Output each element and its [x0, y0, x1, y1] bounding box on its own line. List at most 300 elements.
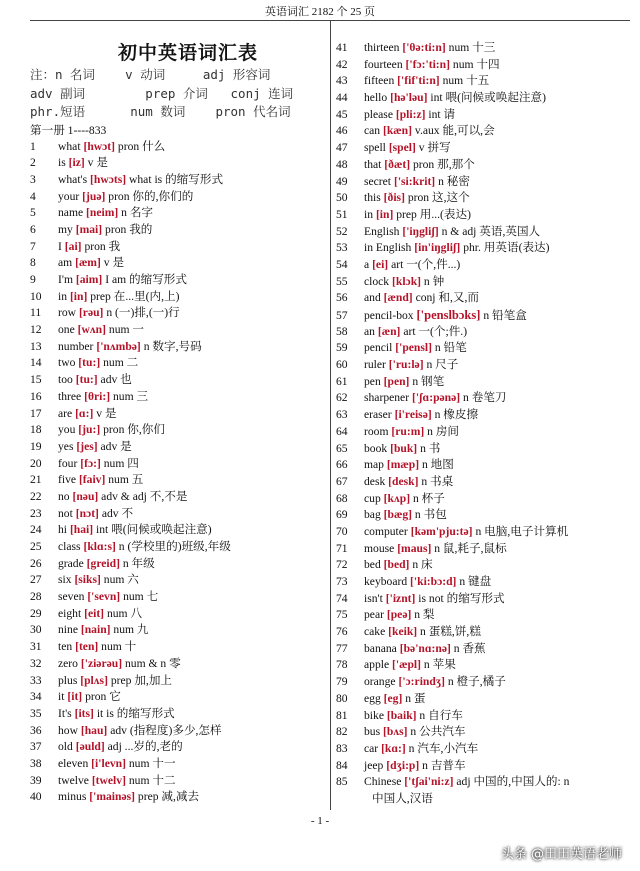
entry-word: this — [364, 191, 381, 205]
vocab-entry — [336, 57, 636, 74]
vocab-entry — [336, 741, 636, 758]
entry-definition: n 键盘 — [459, 575, 492, 588]
entry-word: in English — [364, 241, 412, 255]
entry-number: 51 — [336, 207, 348, 221]
entry-word: are — [58, 406, 73, 420]
entry-word: seven — [58, 590, 85, 604]
vocab-entry — [30, 372, 326, 389]
entry-word: pencil — [364, 341, 393, 355]
entry-definition: n 名字 — [121, 206, 154, 220]
entry-phonetic: [desk] — [388, 474, 419, 488]
entry-number: 7 — [30, 239, 36, 253]
vocab-entry — [30, 472, 326, 489]
entry-definition: v 拼写 — [418, 141, 451, 155]
entry-word: eight — [58, 606, 82, 620]
entry-definition: pron 你,你们 — [103, 423, 165, 437]
entry-phonetic: [əuld] — [75, 740, 105, 754]
entry-number: 47 — [336, 141, 348, 155]
entry-number: 80 — [336, 691, 348, 705]
entry-definition: n 钢笔 — [412, 374, 445, 388]
entry-phonetic: [eg] — [383, 691, 403, 705]
entry-definition: n 房间 — [427, 424, 460, 438]
vocab-entry — [30, 539, 326, 556]
entry-definition: prep 在...里(内,上) — [90, 289, 180, 303]
entry-definition: num 七 — [123, 590, 159, 604]
entry-phonetic: [jes] — [76, 439, 98, 453]
entry-word: four — [58, 456, 78, 470]
entry-definition: phr. 用英语(表达) — [463, 241, 550, 255]
entry-phonetic: [ænd] — [383, 291, 413, 305]
entry-definition: num 八 — [106, 606, 143, 620]
entry-definition: n 书 — [420, 441, 441, 455]
vocab-entry — [30, 506, 326, 523]
entry-word: my — [58, 222, 73, 236]
entry-number: 46 — [336, 124, 348, 138]
entry-word: five — [58, 473, 77, 487]
entry-word: am — [58, 256, 73, 270]
entry-word: is — [58, 156, 66, 170]
entry-word: fifteen — [364, 74, 395, 88]
entry-word: two — [58, 356, 76, 370]
entry-number: 84 — [336, 758, 348, 772]
entry-number: 42 — [336, 57, 348, 71]
entry-word: I — [58, 239, 62, 253]
entry-word: bike — [364, 708, 384, 722]
entry-definition: num 十五 — [442, 74, 490, 88]
entry-definition: int 喂(问候或唤起注意) — [96, 523, 212, 537]
entry-word: that — [364, 157, 382, 171]
vocab-entry — [336, 207, 636, 224]
vocab-entry — [30, 522, 326, 539]
entry-definition: n 自行车 — [419, 708, 463, 722]
vocab-entry — [336, 474, 636, 491]
entry-definition: n 电脑,电子计算机 — [475, 524, 569, 538]
entry-number: 61 — [336, 374, 348, 388]
vocab-entry — [30, 139, 326, 156]
entry-number: 57 — [336, 309, 348, 322]
entry-phonetic: [klɑ:s] — [83, 540, 116, 553]
entry-number: 78 — [336, 658, 348, 672]
entry-word: it — [58, 690, 65, 704]
vocab-entry — [336, 541, 636, 558]
entry-phonetic: [eit] — [84, 606, 105, 620]
entry-definition: n 公共汽车 — [410, 725, 466, 739]
entry-definition: pron 那,那个 — [412, 157, 475, 171]
entry-definition: n 秘密 — [438, 174, 470, 188]
entry-definition: n 书桌 — [421, 474, 454, 488]
entry-number: 29 — [30, 606, 42, 620]
entry-phonetic: ['sevn] — [87, 590, 121, 604]
entry-number: 14 — [30, 356, 42, 370]
entry-number: 33 — [30, 673, 42, 687]
entry-phonetic: ['penslbɔks] — [416, 308, 481, 322]
vocab-entry — [30, 406, 326, 423]
entry-phonetic: ['æpl] — [392, 658, 421, 672]
entry-definition: n 蛋糕,饼,糕 — [420, 625, 481, 639]
entry-word: room — [364, 424, 389, 438]
entry-phonetic: ['mainəs] — [89, 790, 135, 804]
entry-number: 5 — [30, 206, 36, 220]
entry-definition: n 数字,号码 — [143, 339, 202, 353]
entry-number: 70 — [336, 524, 348, 538]
entry-definition: num 五 — [108, 473, 144, 487]
entry-number: 83 — [336, 741, 348, 755]
entry-phonetic: [twelv] — [91, 773, 126, 787]
entry-definition: n & adj 英语,英国人 — [441, 224, 541, 238]
entry-word: old — [58, 740, 73, 754]
entry-word: plus — [58, 673, 78, 687]
entry-word: cup — [364, 491, 381, 505]
entry-number: 58 — [336, 324, 348, 338]
entry-word: can — [364, 124, 381, 138]
entry-word: what's — [58, 172, 88, 186]
vocab-entry — [30, 205, 326, 222]
vocab-entry — [30, 589, 326, 606]
entry-number: 76 — [336, 625, 348, 639]
entry-number: 16 — [30, 389, 42, 403]
entry-definition: n 橙子,橘子 — [447, 675, 506, 689]
vocab-entry — [336, 324, 636, 341]
entry-word: name — [58, 206, 84, 220]
legend-line: phr.短语 num 数词 pron 代名词 — [30, 104, 291, 119]
entry-number: 73 — [336, 575, 348, 588]
entry-word: cake — [364, 625, 386, 639]
entry-word: isn't — [364, 591, 383, 605]
entry-definition: pron 什么 — [117, 139, 166, 153]
entry-word: a — [364, 257, 370, 271]
entry-definition: conj 和,又,而 — [415, 291, 480, 305]
legend-line: adv 副词 prep 介词 conj 连词 — [30, 85, 294, 101]
book-range: 第一册 1----833 — [30, 123, 107, 137]
vocab-entry — [30, 289, 326, 306]
entry-phonetic: ['iŋgliʃ] — [402, 224, 439, 238]
entry-phonetic: [klɔk] — [392, 274, 421, 288]
entry-number: 48 — [336, 157, 348, 171]
entry-phonetic: [ɑ:] — [75, 406, 94, 420]
entry-definition: adv 不 — [101, 506, 134, 520]
vocab-entry — [30, 689, 326, 706]
page-number: - 1 - — [310, 815, 330, 827]
entry-definition: int 请 — [428, 107, 456, 121]
vocab-entry — [336, 724, 636, 741]
entry-word: nine — [58, 623, 78, 637]
entry-definition: prep 加,加上 — [110, 673, 173, 687]
vocab-entry — [336, 457, 636, 474]
vocab-entry — [336, 407, 636, 424]
entry-phonetic: ['pensl] — [395, 341, 432, 355]
entry-number: 75 — [336, 608, 348, 622]
entry-word: please — [364, 107, 393, 121]
entry-number: 60 — [336, 358, 348, 372]
entry-phonetic: ['si:krit] — [393, 174, 436, 188]
entry-definition: n 吉普车 — [422, 758, 466, 772]
entry-phonetic: [buk] — [390, 441, 418, 455]
entry-definition: prep 减,减去 — [137, 790, 200, 804]
entry-number: 8 — [30, 256, 36, 270]
entry-number: 6 — [30, 222, 36, 236]
entry-number: 11 — [30, 306, 42, 320]
vocab-entry — [336, 657, 636, 674]
entry-word: It's — [58, 706, 72, 720]
vocab-entry — [30, 723, 326, 740]
entry-word: your — [58, 189, 80, 203]
vocab-entry — [30, 789, 326, 806]
entry-phonetic: [its] — [74, 706, 94, 720]
entry-definition: it is 的缩写形式 — [96, 706, 175, 720]
entry-definition: adv & adj 不,不是 — [101, 489, 188, 503]
entry-phonetic: [mæp] — [386, 458, 420, 472]
entry-number: 1 — [30, 139, 36, 153]
entry-number: 39 — [30, 773, 42, 787]
vocab-entry — [30, 389, 326, 406]
entry-number: 65 — [336, 441, 348, 455]
entry-word: clock — [364, 274, 390, 288]
entry-phonetic: [fɔ:] — [80, 456, 101, 470]
entry-word: English — [364, 224, 400, 238]
entry-phonetic: [rəu] — [78, 306, 104, 320]
entry-definition: v 是 — [87, 156, 108, 170]
entry-definition: n 苹果 — [423, 658, 456, 672]
entry-phonetic: [baik] — [386, 708, 417, 722]
vocab-entry — [30, 606, 326, 623]
vocab-entry — [30, 656, 326, 673]
entry-phonetic: [ru:m] — [391, 424, 425, 438]
entry-number: 4 — [30, 189, 36, 203]
entry-definition: n 卷笔刀 — [463, 391, 507, 405]
entry-number: 59 — [336, 341, 348, 355]
entry-number: 82 — [336, 725, 348, 739]
vocab-entry — [336, 340, 636, 357]
left-column — [30, 40, 326, 806]
entry-number: 69 — [336, 508, 348, 522]
vocab-entry — [336, 574, 636, 591]
right-column — [336, 40, 636, 807]
page-title: 初中英语词汇表 — [117, 42, 258, 64]
entry-number: 62 — [336, 391, 348, 405]
entry-number: 32 — [30, 656, 42, 670]
entry-number: 81 — [336, 708, 348, 722]
entry-definition: num 十二 — [128, 773, 176, 787]
entry-number: 12 — [30, 323, 42, 337]
entry-definition: pron 你的,你们的 — [108, 189, 194, 203]
vocab-entry — [30, 639, 326, 656]
vocab-entry — [336, 107, 636, 124]
entry-number: 21 — [30, 473, 42, 487]
entry-number: 18 — [30, 423, 42, 437]
entry-definition: n 年级 — [122, 556, 155, 570]
entry-word: pear — [364, 608, 384, 622]
vocab-entry — [30, 739, 326, 756]
vocab-entry — [30, 222, 326, 239]
entry-word: desk — [364, 474, 386, 488]
entry-word: three — [58, 389, 82, 403]
entry-phonetic: [pli:z] — [395, 107, 426, 121]
entry-word: eraser — [364, 408, 392, 422]
entry-phonetic: ['ɔ:rindʒ] — [398, 675, 445, 689]
entry-phonetic: [ju:] — [78, 423, 101, 437]
vocab-entry — [336, 290, 636, 307]
entry-number: 30 — [30, 623, 42, 637]
entry-word: book — [364, 441, 388, 455]
vocab-entry — [336, 507, 636, 524]
vocab-entry — [336, 758, 636, 775]
vocab-entry — [336, 674, 636, 691]
vocab-entry — [336, 774, 636, 791]
entry-definition: n (一)排,(一)行 — [106, 306, 180, 320]
entry-phonetic: [bə'nɑ:nə] — [399, 641, 451, 655]
entry-phonetic: [juə] — [82, 189, 106, 203]
watermark: 头条 @田田英语老师 — [500, 847, 622, 862]
entry-word: hello — [364, 91, 388, 105]
vocab-entry — [336, 257, 636, 274]
entry-word: computer — [364, 524, 408, 538]
entry-number: 85 — [336, 775, 348, 789]
entry-word: secret — [364, 174, 392, 188]
vocab-entry — [30, 255, 326, 272]
entry-phonetic: [hwɔts] — [90, 172, 127, 186]
vocab-entry — [30, 355, 326, 372]
vocab-entry — [336, 390, 636, 407]
vocab-entry — [336, 691, 636, 708]
entry-definition: pron 我 — [84, 239, 121, 253]
entry-word: row — [58, 306, 77, 320]
vocab-entry — [30, 456, 326, 473]
entry-definition: n 钟 — [423, 274, 445, 288]
entry-definition: v.aux 能,可以,会 — [414, 124, 495, 138]
entry-word: how — [58, 723, 78, 737]
vocab-entry — [336, 140, 636, 157]
vocab-entry — [30, 773, 326, 790]
entry-number: 41 — [336, 41, 348, 54]
entry-definition: n 地图 — [421, 458, 454, 472]
entry-phonetic: ['ziərəu] — [80, 656, 123, 670]
entry-phonetic: [spel] — [388, 141, 416, 155]
vocab-entry — [30, 556, 326, 573]
entry-number: 22 — [30, 489, 42, 503]
entry-phonetic: [kæn] — [383, 124, 412, 138]
entry-phonetic: [bed] — [383, 558, 410, 572]
entry-definition: num 九 — [113, 623, 149, 637]
entry-phonetic: [bæg] — [383, 508, 412, 522]
entry-definition: pron 这,这个 — [407, 191, 470, 205]
entry-number: 9 — [30, 273, 36, 286]
entry-number: 54 — [336, 257, 348, 271]
entry-definition: num 三 — [113, 389, 149, 403]
entry-phonetic: [i'levn] — [91, 756, 126, 770]
entry-number: 45 — [336, 107, 348, 121]
entry-word: in — [364, 207, 374, 221]
vocab-entry — [336, 190, 636, 207]
entry-phonetic: [hai] — [69, 523, 94, 537]
entry-definition: adj 中国的,中国人的: n — [456, 775, 570, 789]
entry-phonetic: [nain] — [80, 623, 111, 637]
entry-number: 71 — [336, 541, 348, 555]
entry-word: car — [364, 741, 379, 755]
entry-word: egg — [364, 691, 381, 705]
entry-number: 19 — [30, 439, 42, 453]
entry-phonetic: ['ki:bɔ:d] — [410, 575, 457, 588]
entry-definition: n 香蕉 — [453, 641, 486, 655]
entry-word: ruler — [364, 358, 386, 372]
entry-number: 43 — [336, 74, 348, 88]
entry-definition: adj ...岁的,老的 — [107, 740, 183, 754]
vocab-entry — [30, 272, 326, 289]
entry-word: Chinese — [364, 775, 402, 789]
entry-phonetic: [ei] — [372, 257, 389, 271]
entry-phonetic: [hə'ləu] — [390, 91, 428, 105]
entry-definition: n 尺子 — [426, 358, 459, 372]
entry-word: ten — [58, 640, 73, 654]
entry-word: what — [58, 139, 81, 153]
entry-number: 31 — [30, 640, 42, 654]
vocab-entry — [336, 441, 636, 458]
entry-definition: n 橡皮擦 — [434, 408, 479, 422]
entry-word: orange — [364, 675, 396, 689]
entry-number: 24 — [30, 523, 42, 537]
entry-phonetic: [kɑ:] — [381, 741, 406, 755]
entry-phonetic: [in] — [69, 289, 88, 303]
entry-word: apple — [364, 658, 390, 672]
vocab-list-left — [30, 139, 326, 807]
entry-word: not — [58, 506, 73, 520]
entry-phonetic: ['ru:lə] — [388, 358, 424, 372]
vocab-list-right — [336, 40, 636, 791]
vocab-entry — [30, 172, 326, 189]
entry-definition: art 一(个;件.) — [403, 324, 468, 338]
vocab-entry — [336, 624, 636, 641]
entry-phonetic: [nɔt] — [75, 506, 99, 520]
vocab-entry — [336, 374, 636, 391]
entry-phonetic: [siks] — [74, 573, 101, 587]
entry-definition: n 梨 — [414, 608, 435, 622]
entry-definition: n 蛋 — [405, 691, 426, 705]
entry-word: map — [364, 458, 384, 472]
entry-phonetic: [æm] — [75, 256, 101, 270]
entry-word: yes — [58, 439, 74, 453]
entry-word: no — [58, 489, 70, 503]
entry-word: pen — [364, 374, 381, 388]
entry-phonetic: [plʌs] — [80, 673, 108, 687]
vocab-entry — [336, 73, 636, 90]
entry-number: 34 — [30, 690, 42, 704]
legend-line: 注：n 名词 v 动词 adj 形容词 — [30, 67, 271, 82]
entry-definition: I am 的缩写形式 — [105, 273, 187, 286]
entry-number: 40 — [30, 790, 42, 804]
entry-word: I'm — [58, 273, 73, 286]
entry-number: 25 — [30, 540, 42, 553]
entry-phonetic: ['tʃai'ni:z] — [404, 775, 454, 789]
entry-definition: n (学校里的)班级,年级 — [118, 540, 231, 553]
entry-word: pencil-box — [364, 309, 414, 322]
entry-number: 55 — [336, 274, 348, 288]
entry-phonetic: [tu:] — [75, 373, 98, 387]
vocab-entry — [336, 224, 636, 241]
vocab-entry — [30, 489, 326, 506]
entry-number: 17 — [30, 406, 42, 420]
entry-definition: prep 用...(表达) — [396, 207, 471, 221]
entry-number: 68 — [336, 491, 348, 505]
entry-phonetic: [ðis] — [383, 191, 405, 205]
entry-word: and — [364, 291, 381, 305]
entry-number: 44 — [336, 91, 348, 105]
entry-word: bed — [364, 558, 381, 572]
entry-number: 15 — [30, 373, 42, 387]
entry-number: 28 — [30, 590, 42, 604]
entry-definition: num 六 — [103, 573, 139, 587]
entry-word: twelve — [58, 773, 89, 787]
entry-phonetic: [mai] — [75, 222, 103, 236]
entry-phonetic: [faiv] — [78, 473, 106, 487]
